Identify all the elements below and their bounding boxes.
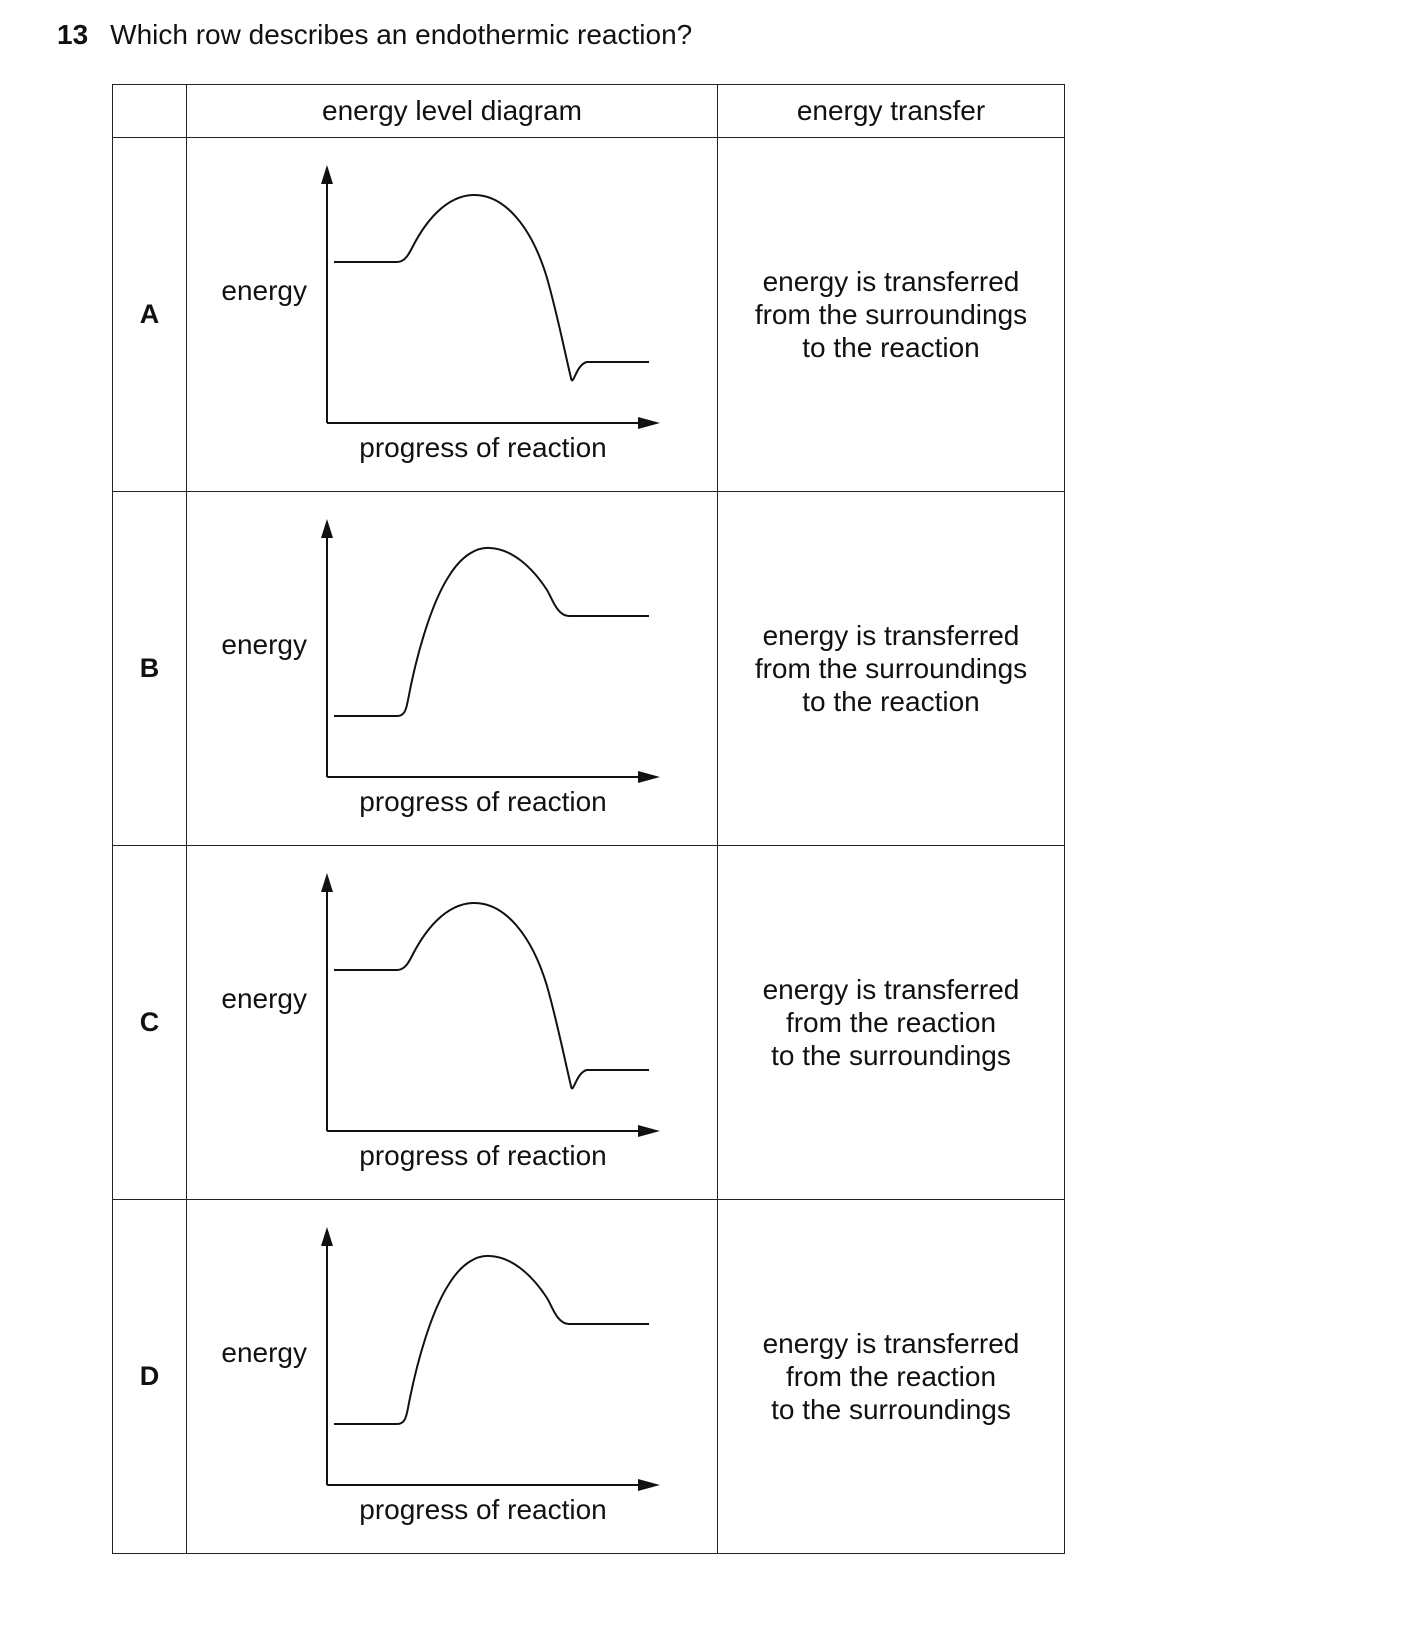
energy-profile-diagram [187,846,717,1199]
reaction-profile-curve [334,548,649,716]
transfer-line-2: from the reaction [785,1361,997,1392]
energy-axis-arrowhead [321,165,333,184]
transfer-line-3: to the surroundings [771,1394,1011,1425]
option-row-c[interactable] [113,846,1065,1200]
energy-axis-arrowhead [321,1227,333,1246]
energy-profile-diagram [187,492,717,845]
energy-profile-diagram [187,1200,717,1553]
energy-level-diagram [187,846,718,1200]
progress-axis-label: progress of reaction [359,1494,607,1525]
option-letter: D [113,1200,187,1554]
energy-transfer-description [718,492,1065,846]
transfer-line-3: to the surroundings [771,1040,1011,1071]
option-letter: C [113,846,187,1200]
energy-transfer-description [718,1200,1065,1554]
progress-axis-label: progress of reaction [359,1140,607,1171]
header-letter-column [113,85,187,138]
energy-axis-label: energy [221,629,307,660]
transfer-line-3: to the reaction [802,332,980,363]
question-text: Which row describes an endothermic reaction? [110,19,693,50]
reaction-profile-curve [334,903,649,1088]
transfer-line-2: from the surroundings [754,299,1028,330]
option-letter: A [113,138,187,492]
energy-level-diagram [187,138,718,492]
options-table [112,84,1065,1554]
energy-axis-label: energy [221,1337,307,1368]
header-row [113,85,1065,138]
energy-profile-diagram [187,138,717,491]
reaction-profile-curve [334,1256,649,1424]
transfer-line-2: from the surroundings [754,653,1028,684]
question [57,18,692,52]
progress-axis-label: progress of reaction [359,432,607,463]
transfer-line-1: energy is transferred [762,266,1020,297]
energy-level-diagram [187,492,718,846]
energy-axis-label: energy [221,983,307,1014]
transfer-line-1: energy is transferred [762,974,1020,1005]
question-number: 13 [57,19,89,50]
progress-axis-arrowhead [638,771,660,783]
energy-axis-label: energy [221,275,307,306]
energy-level-diagram [187,1200,718,1554]
option-row-a[interactable] [113,138,1065,492]
energy-transfer-description [718,846,1065,1200]
energy-axis-arrowhead [321,873,333,892]
header-energy-level-diagram: energy level diagram [187,85,718,138]
progress-axis-label: progress of reaction [359,786,607,817]
energy-axis-arrowhead [321,519,333,538]
transfer-line-2: from the reaction [785,1007,997,1038]
transfer-line-1: energy is transferred [762,620,1020,651]
option-row-b[interactable] [113,492,1065,846]
transfer-line-3: to the reaction [802,686,980,717]
option-letter: B [113,492,187,846]
transfer-line-1: energy is transferred [762,1328,1020,1359]
energy-transfer-description [718,138,1065,492]
reaction-profile-curve [334,195,649,380]
progress-axis-arrowhead [638,417,660,429]
progress-axis-arrowhead [638,1479,660,1491]
header-energy-transfer: energy transfer [718,85,1065,138]
progress-axis-arrowhead [638,1125,660,1137]
option-row-d[interactable] [113,1200,1065,1554]
